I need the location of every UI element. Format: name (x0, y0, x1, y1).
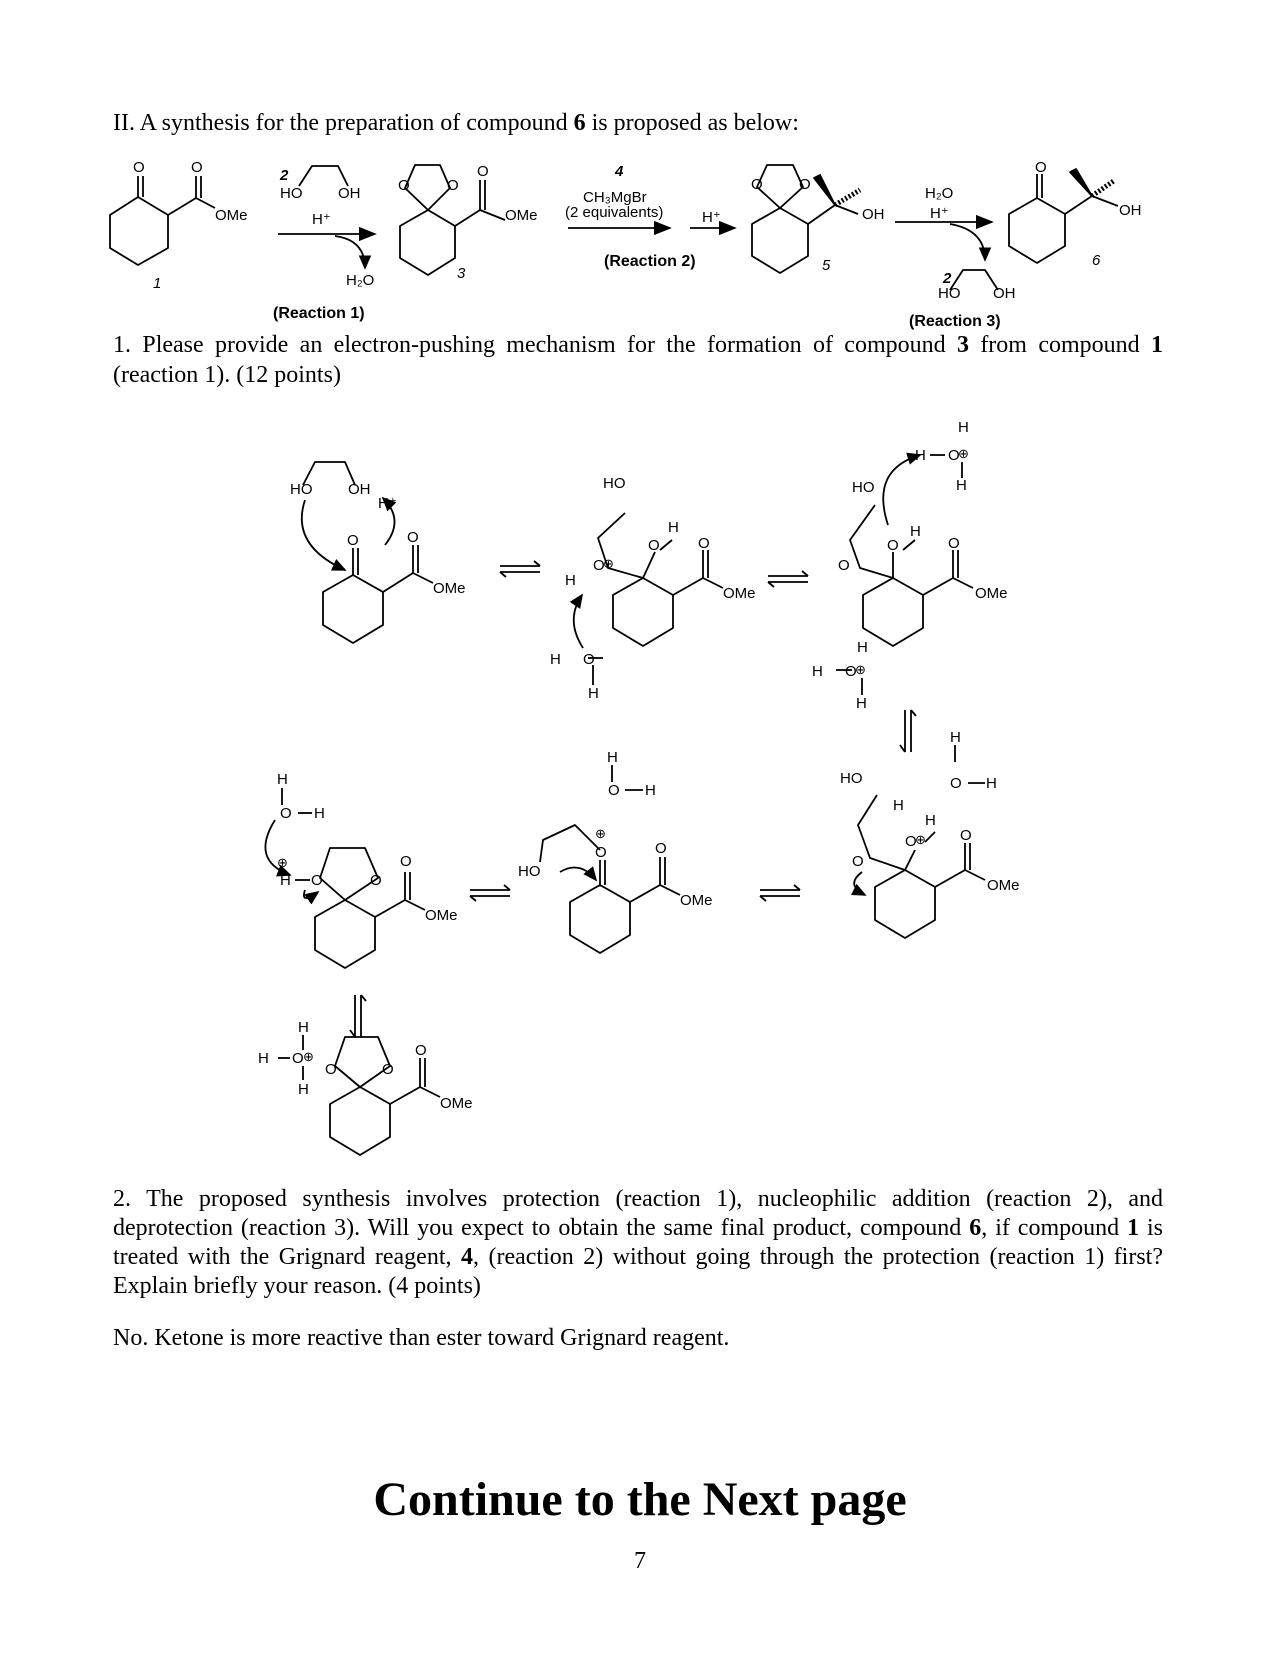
mech5-ho: HO (518, 863, 541, 880)
label-diol-2b: 2 (943, 270, 952, 287)
c6-ketone-o: O (1035, 159, 1047, 176)
mech2-h: H (565, 572, 576, 589)
question-1 (113, 330, 1163, 390)
mech4-water-h2: H (986, 775, 997, 792)
mech3-oh-o: O (887, 537, 899, 554)
mech3-h3o-h1: H (915, 447, 926, 464)
mech7-ring-o1: O (325, 1061, 337, 1078)
page-number: 7 (634, 1548, 646, 1574)
mech4-ether-o: O (852, 853, 864, 870)
reaction3-diol-oh: OH (993, 285, 1016, 302)
mech1-ho: HO (290, 481, 313, 498)
q2-c6: 6 (969, 1215, 982, 1241)
equilibrium-arrow-1 (500, 561, 540, 577)
mech2-water-h2: H (588, 685, 599, 702)
mech6-ester-o: O (400, 853, 412, 870)
mech2-water-o: O (583, 651, 595, 668)
heading-compound: 6 (573, 110, 586, 136)
mech2-o-plus: O (593, 557, 605, 574)
mech6-water-h2: H (314, 805, 325, 822)
mech3-h3o-h2: H (958, 419, 969, 436)
q2-c1: 1 (1127, 1215, 1140, 1241)
reaction2-workup: H⁺ (702, 209, 721, 226)
q1-text-c: (reaction 1). (12 points) (113, 362, 341, 388)
mech2-ho: HO (603, 475, 626, 492)
q2-t3: is treated with the Grignard reagent, (113, 1215, 1164, 1270)
compound-1-structure (110, 176, 215, 265)
mech7-h3o-h3: H (298, 1081, 309, 1098)
mech2-plus: ⊕ (603, 556, 614, 571)
mech1-ester-o: O (407, 529, 419, 546)
mech5-water-h1: H (607, 749, 618, 766)
reaction2-reagent: CH₃MgBr (583, 189, 647, 206)
q2-t4: , (reaction 2) without going through the protection (reaction 1) first? Explain briefly your reason. (4 points) (113, 1244, 1164, 1299)
mech3-lower-plus: ⊕ (855, 662, 866, 677)
mech3-ether-o: O (838, 557, 850, 574)
mech7-h3o-h2: H (258, 1050, 269, 1067)
mech5-ome: OMe (680, 892, 713, 909)
c1-ketone-o: O (133, 159, 145, 176)
reaction1-catalyst: H⁺ (312, 211, 331, 228)
mech7-ring-o2: O (382, 1061, 394, 1078)
mech6-ome: OMe (425, 907, 458, 924)
mech7-h3o-o: O (292, 1050, 304, 1067)
mech2-ome: OMe (723, 585, 756, 602)
heading-suffix: is proposed as below: (585, 110, 799, 136)
mech6-ring-o1: O (311, 872, 323, 889)
mech5-ester-o: O (655, 840, 667, 857)
reaction1-byproduct: H₂O (346, 272, 375, 289)
c5-ring-o2: O (799, 176, 811, 193)
c3-ring-o2: O (447, 177, 459, 194)
mech3-h3o-o: O (948, 447, 960, 464)
mech2-oh-h: H (668, 519, 679, 536)
mech4-ome: OMe (987, 877, 1020, 894)
c6-oh: OH (1119, 202, 1142, 219)
reaction2-title: (Reaction 2) (604, 253, 696, 270)
q2-t1: 2. The proposed synthesis involves protection (reaction 1), nucleophilic addition (reaction 2), and deprotection (reaction 3). Will you expect to obtain the same final product, compound (113, 1186, 1163, 1241)
mech2-oh-o: O (648, 537, 660, 554)
mech3-ome: OMe (975, 585, 1008, 602)
question-2 (113, 1185, 1163, 1301)
mech7-h3o-plus: ⊕ (303, 1049, 314, 1064)
continue-banner: Continue to the Next page (373, 1473, 907, 1526)
equilibrium-arrow-2 (768, 571, 808, 587)
mech3-lower-h2: H (857, 639, 868, 656)
mech3-lower-h3: H (856, 695, 867, 712)
mech3-ho: HO (852, 479, 875, 496)
mech3-ester-o: O (948, 535, 960, 552)
c1-ester-o: O (191, 159, 203, 176)
mech5-o-plus: O (595, 844, 607, 861)
label-compound-5: 5 (822, 257, 831, 274)
compound-6-structure (1009, 169, 1118, 263)
mech3-lower-o: O (845, 663, 857, 680)
mech1-ome: OMe (433, 580, 466, 597)
mech2-water-h1: H (550, 651, 561, 668)
c5-oh: OH (862, 206, 885, 223)
mech5-water-o: O (608, 782, 620, 799)
mech3-h3o-h3: H (956, 477, 967, 494)
diol-oh: OH (338, 185, 361, 202)
reaction3-diol-curved-arrow (950, 224, 985, 260)
equilibrium-arrow-3 (900, 710, 916, 752)
mech6-h: H (280, 872, 291, 889)
q1-compound-a: 3 (956, 332, 969, 358)
reaction3-acid: H⁺ (930, 205, 949, 222)
mech4-water-h1: H (950, 729, 961, 746)
reaction3-diol-ho: HO (938, 285, 961, 302)
mech3-lower-h1: H (812, 663, 823, 680)
reaction3-title: (Reaction 3) (909, 313, 1001, 330)
c3-ester-o: O (477, 163, 489, 180)
reaction3-water: H₂O (925, 185, 954, 202)
c5-ring-o1: O (751, 176, 763, 193)
mech3-h3o-plus: ⊕ (958, 446, 969, 461)
mech6-water-o: O (280, 805, 292, 822)
mech3-oh-h: H (910, 523, 921, 540)
mech6-water-h1: H (277, 771, 288, 788)
mech4-plus: ⊕ (915, 832, 926, 847)
label-compound-3: 3 (457, 265, 466, 282)
mech6-plus: ⊕ (277, 855, 288, 870)
mech6-ring-o2: O (370, 872, 382, 889)
c3-ome: OMe (505, 207, 538, 224)
c1-ome: OMe (215, 207, 248, 224)
mech4-h1: H (893, 797, 904, 814)
label-compound-6: 6 (1092, 252, 1101, 269)
mech2-ester-o: O (698, 535, 710, 552)
reaction1-water-curved-arrow (335, 236, 365, 268)
equilibrium-arrow-4 (760, 885, 800, 901)
mech7-h3o-h1: H (298, 1019, 309, 1036)
mech1-oh: OH (348, 481, 371, 498)
q1-text-a: 1. Please provide an electron-pushing mechanism for the formation of compound (113, 332, 957, 358)
label-compound-1: 1 (153, 275, 162, 292)
mech7-ester-o: O (415, 1042, 427, 1059)
mech4-o-plus: O (905, 833, 917, 850)
equilibrium-arrow-6 (350, 995, 366, 1037)
equilibrium-arrow-5 (470, 885, 510, 901)
mech4-h2: H (925, 812, 936, 829)
mech4-ho: HO (840, 770, 863, 787)
mech5-plus: ⊕ (595, 826, 606, 841)
q2-c4: 4 (460, 1244, 473, 1270)
q2-t2: , if compound (981, 1215, 1128, 1241)
mech4-ester-o: O (960, 827, 972, 844)
label-diol-2: 2 (280, 167, 289, 184)
label-grignard-4: 4 (615, 163, 624, 180)
reaction1-title: (Reaction 1) (273, 305, 365, 322)
mech7-ome: OMe (440, 1095, 473, 1112)
q1-text-b: from compound (968, 332, 1151, 358)
diol-ho: HO (280, 185, 303, 202)
mech1-ketone-o: O (347, 532, 359, 549)
q1-compound-b: 1 (1151, 332, 1163, 358)
heading-prefix: II. A synthesis for the preparation of compound (113, 110, 574, 136)
c3-ring-o1: O (398, 177, 410, 194)
answer-text: No. Ketone is more reactive than ester toward Grignard reagent. (113, 1325, 730, 1351)
mech1-hplus: H⁺ (378, 495, 397, 512)
reaction2-equivalents: (2 equivalents) (565, 204, 664, 221)
mech5-water-h2: H (645, 782, 656, 799)
ethylene-glycol (299, 166, 348, 186)
mech4-water-o: O (950, 775, 962, 792)
